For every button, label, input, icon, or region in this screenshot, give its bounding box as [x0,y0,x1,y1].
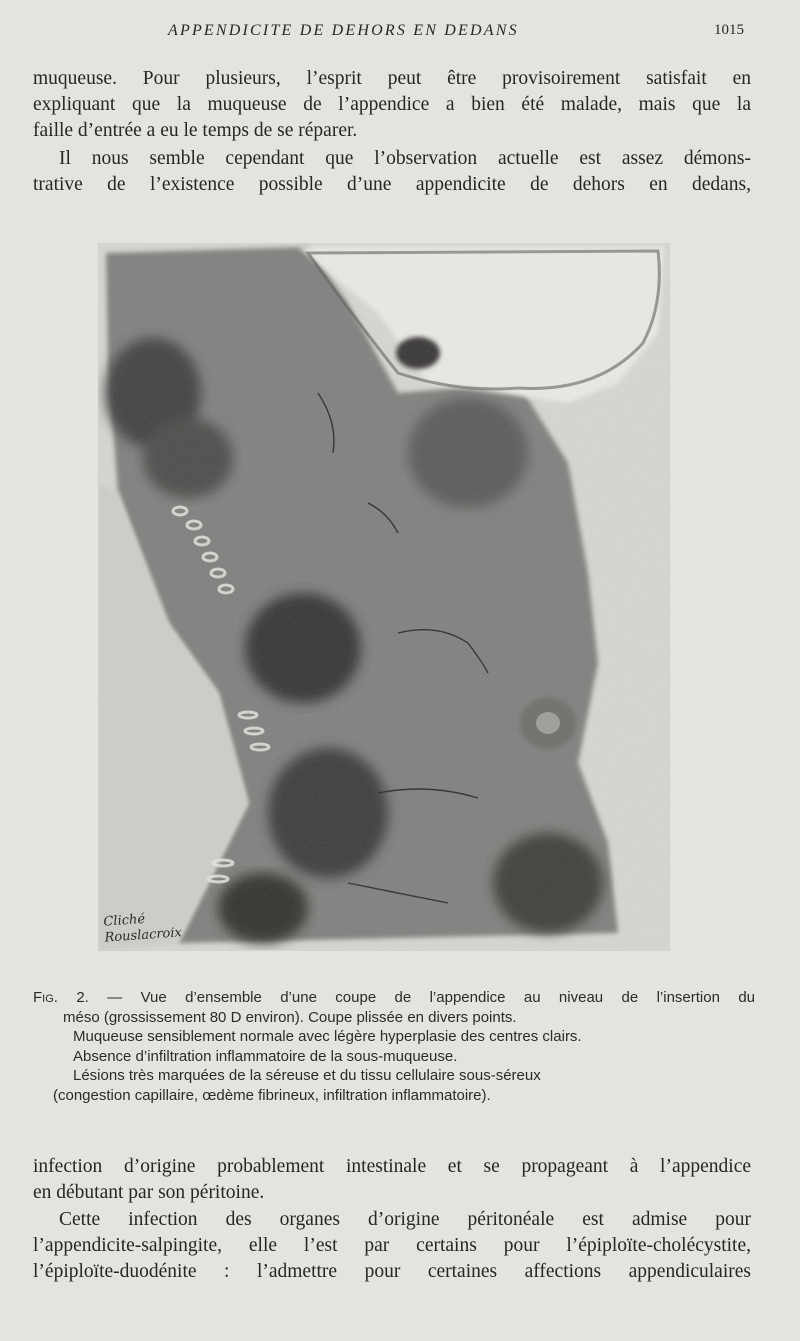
paragraph-top [33,66,751,144]
text-line: muqueuse. Pour plusieurs, l’esprit peut être provisoirement satisfait en [33,68,751,89]
text-line: Il nous semble cependant que l’observation actuelle est assez démons- [59,148,751,169]
credit-line: Rouslacroix [104,925,183,946]
histology-micrograph [98,243,670,951]
page-number: 1015 [714,22,744,38]
photo-credit-signature [103,909,182,946]
text-line: faille d’entrée a eu le temps de se réparer. [33,120,358,141]
running-title: APPENDICITE DE DEHORS EN DEDANS [168,22,519,39]
figure-label: Fig. 2. [33,989,89,1006]
running-header [0,22,800,44]
caption-line: Lésions très marquées de la séreuse et du tissu cellulaire sous-séreux [73,1067,541,1084]
caption-line: (congestion capillaire, œdème fibrineux, infiltration inflammatoire). [53,1086,491,1104]
text-line: trative de l’existence possible d’une appendicite de dehors en dedans, [33,174,751,195]
text-line: en débutant par son péritoine. [33,1182,265,1203]
text-line: l’appendicite-salpingite, elle l’est par certains pour l’épiploïte-cholécystite, [33,1235,751,1256]
caption-line: Muqueuse sensiblement normale avec légère hyperplasie des centres clairs. [73,1028,582,1045]
paragraph-bottom [33,1154,751,1206]
paragraph-second [33,146,751,198]
text-line: expliquant que la muqueuse de l’appendice a bien été malade, mais que la [33,94,751,115]
credit-line: Cliché [102,911,146,930]
text-line: Cette infection des organes d’origine péritonéale est admise pour [59,1209,751,1230]
text-line: l’épiploïte-duodénite : l’admettre pour certaines affections appendiculaires [33,1261,751,1282]
caption-line [33,988,755,1008]
caption-line: Absence d’infiltration inflammatoire de la sous-muqueuse. [73,1047,458,1065]
caption-text: — Vue d’ensemble d’une coupe de l’appendice au niveau de l’insertion du [107,989,756,1006]
micrograph-illustration [98,243,670,951]
caption-line: méso (grossissement 80 D environ). Coupe plissée en divers points. [63,1008,517,1026]
figure-caption [33,988,755,1105]
paragraph-last [33,1207,751,1285]
text-line: infection d’origine probablement intestinale et se propageant à l’appendice [33,1156,751,1177]
